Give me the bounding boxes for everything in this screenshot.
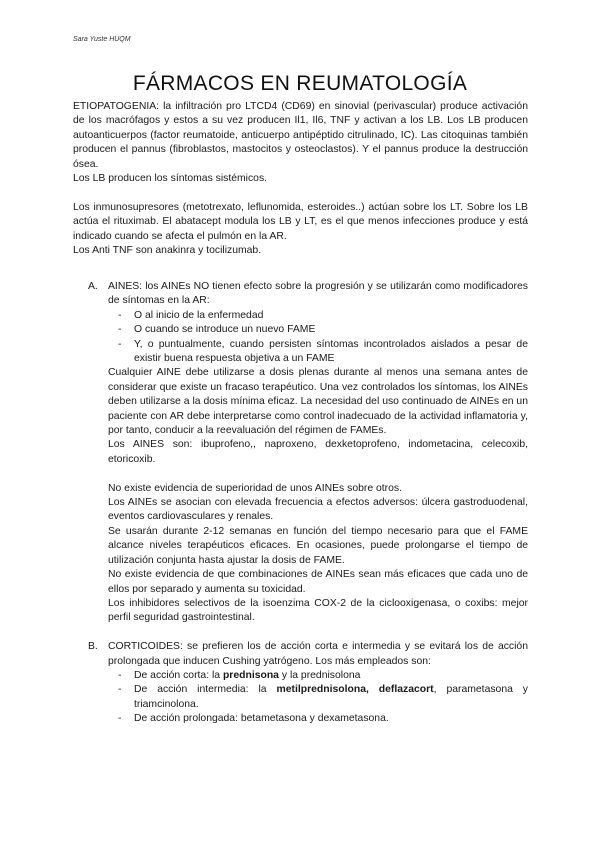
dash-bullet: - xyxy=(118,684,122,696)
list-item xyxy=(118,712,528,726)
bullet-bold: prednisona xyxy=(222,669,279,681)
aine-combination-paragraph: No existe evidencia de que combinaciones de AINEs sean más eficaces que cada uno de ellos por separado y aumenta su toxicidad. xyxy=(108,569,528,595)
section-a-bullets xyxy=(108,309,528,367)
lb-symptoms-paragraph: Los LB producen los síntomas sistémicos. xyxy=(73,173,268,185)
section-b xyxy=(88,640,528,726)
list-item xyxy=(118,683,528,712)
section-a-lead: AINES: los AINEs NO tienen efecto sobre la progresión y se utilizarán como modificadores de síntomas en la AR: xyxy=(108,281,528,307)
anti-tnf-paragraph: Los Anti TNF son anakinra y tocilizumab. xyxy=(73,245,262,257)
aine-superiority-paragraph: No existe evidencia de superioridad de unos AINEs sobre otros. xyxy=(108,482,402,494)
author-header: Sara Yuste HUQM xyxy=(73,36,131,43)
page-title: FÁRMACOS EN REUMATOLOGÍA xyxy=(132,72,468,95)
section-a-marker: A. xyxy=(88,281,98,292)
aine-duration-paragraph: Se usarán durante 2-12 semanas en función del tiempo necesario para que el FAME alcance niveles terapéuticos eficaces. En ocasiones, puede prolongarse el tiempo de utilización conjunta hasta ajustar la dosis de FAME. xyxy=(108,525,528,566)
aine-list-paragraph: Los AINES son: ibuprofeno,, naproxeno, dexketoprofeno, indometacina, celecoxib, etoricoxib. xyxy=(108,439,528,465)
list-item xyxy=(118,323,528,337)
aine-adverse-paragraph: Los AINEs se asocian con elevada frecuencia a efectos adversos: úlcera gastroduodenal, eventos cardiovasculares y renales. xyxy=(108,497,528,523)
list-item xyxy=(118,669,528,683)
bullet-bold: metilprednisolona, deflazacort xyxy=(276,684,434,696)
aine-dosing-paragraph: Cualquier AINE debe utilizarse a dosis plenas durante al menos una semana antes de considerar que existe un fracaso terapéutico. Una vez controlados los síntomas, los AINEs deben utilizarse a la dosis mínima eficaz. La necesidad del uso continuado de AINEs en un paciente con AR debe interpretarse como control inadecuado de la actividad inflamatoria y, por tanto, conducir a la reevaluación del régimen de FAMEs. xyxy=(108,367,528,437)
dash-bullet: - xyxy=(118,309,122,321)
dash-bullet: - xyxy=(118,669,122,681)
section-b-marker: B. xyxy=(88,641,98,653)
section-b-bullets xyxy=(108,669,528,727)
dash-bullet: - xyxy=(118,338,122,350)
bullet-post: y la prednisolona xyxy=(278,669,361,681)
dash-bullet: - xyxy=(118,713,122,725)
bullet-pre: De acción corta: la xyxy=(134,669,223,681)
section-a xyxy=(88,280,528,626)
cox2-paragraph: Los inhibidores selectivos de la isoenzima COX-2 de la ciclooxigenasa, o coxibs: mejor perfil seguridad gastrointestinal. xyxy=(108,597,528,624)
bullet-text: O cuando se introduce un nuevo FAME xyxy=(134,324,316,336)
bullet-pre: De acción prolongada: betametasona y dexametasona. xyxy=(134,713,389,725)
bullet-post: , parametasona y triamcinolona. xyxy=(134,684,528,710)
section-list xyxy=(88,280,528,727)
immunosuppressants-paragraph: Los inmunosupresores (metotrexato, leflunomida, esteroides..) actúan sobre los LT. Sobre los LB actúa el rituximab. El abatacept modula los LB y LT, es el que menos infecciones produce y está indicado cuando se afecta el pulmón en la AR. xyxy=(73,201,528,242)
etiopathogenesis-paragraph: ETIOPATOGENIA: la infiltración pro LTCD4 (CD69) en sinovial (perivascular) produce activación de los macrófagos y estos a su vez producen Il1, Il6, TNF y activan a los LB. Los LB producen autoanticuerpos (factor reumatoide, anticuerpo antipéptido citrulinado, IC). Las citoquinas también producen el pannus (fibroblastos, mastocitos y osteoclastos). Y el pannus produce la destrucción ósea. xyxy=(73,101,528,170)
intro-section xyxy=(73,100,528,258)
bullet-text: Y, o puntualmente, cuando persisten síntomas incontrolados aislados a pesar de existir buena respuesta objetiva a un FAME xyxy=(134,338,528,365)
list-item xyxy=(118,309,528,323)
dash-bullet: - xyxy=(118,324,122,336)
bullet-pre: De acción intermedia: la xyxy=(134,684,277,696)
section-b-lead: CORTICOIDES: se prefieren los de acción corta e intermedia y se evitará los de acción prolongada que inducen Cushing yatrógeno. Los más empleados son: xyxy=(108,641,528,667)
bullet-text: O al inicio de la enfermedad xyxy=(134,309,264,321)
list-item xyxy=(118,338,528,367)
